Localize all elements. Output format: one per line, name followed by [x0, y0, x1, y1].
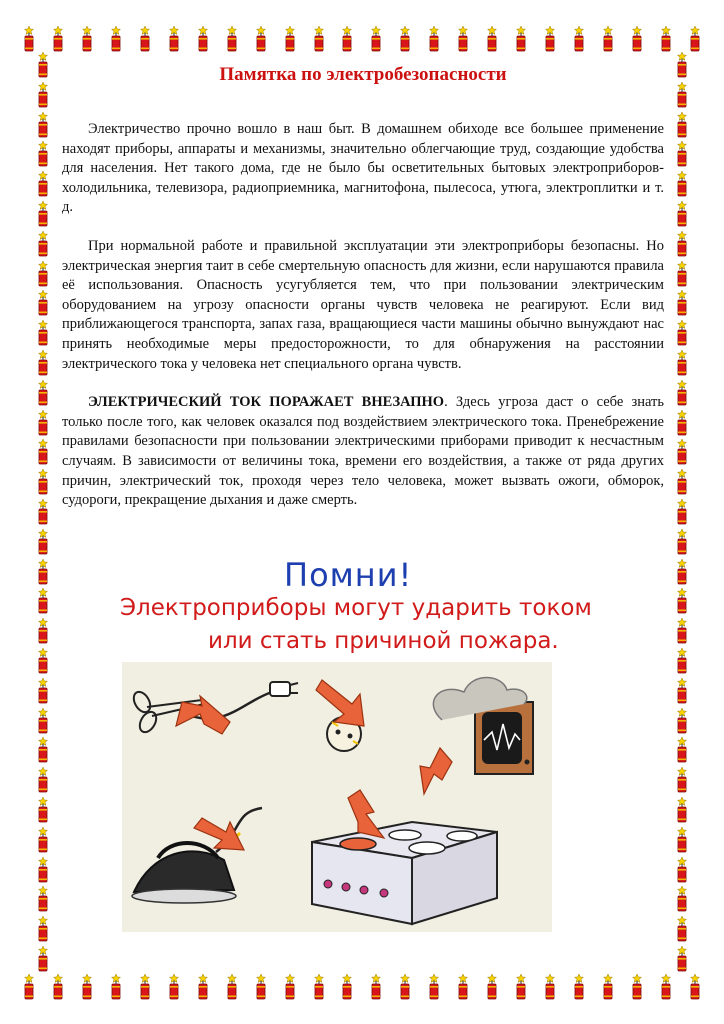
firecracker-icon [36, 290, 50, 316]
firecracker-icon [675, 946, 689, 972]
firecracker-icon [427, 974, 441, 1000]
firecracker-icon [675, 52, 689, 78]
firecracker-icon [36, 410, 50, 436]
firecracker-icon [283, 974, 297, 1000]
firecracker-icon [675, 916, 689, 942]
firecracker-icon [543, 26, 557, 52]
firecracker-icon [675, 559, 689, 585]
document-body [62, 62, 664, 530]
firecracker-icon [254, 974, 268, 1000]
firecracker-icon [138, 974, 152, 1000]
firecracker-icon [36, 261, 50, 287]
firecracker-icon [225, 974, 239, 1000]
firecracker-icon [675, 797, 689, 823]
firecracker-icon [109, 974, 123, 1000]
firecracker-icon [688, 974, 702, 1000]
firecracker-icon [167, 26, 181, 52]
document-title: Памятка по электробезопасности [219, 64, 507, 85]
firecracker-icon [675, 171, 689, 197]
firecracker-icon [36, 112, 50, 138]
firecracker-icon [36, 201, 50, 227]
warning-poster [106, 556, 640, 936]
firecracker-icon [485, 26, 499, 52]
appliances-illustration [122, 662, 552, 932]
firecracker-icon [196, 26, 210, 52]
firecracker-icon [36, 499, 50, 525]
firecracker-icon [36, 141, 50, 167]
firecracker-icon [427, 26, 441, 52]
firecracker-icon [675, 141, 689, 167]
firecracker-icon [80, 26, 94, 52]
firecracker-icon [36, 439, 50, 465]
firecracker-icon [572, 974, 586, 1000]
poster-line-2: или стать причиной пожара. [208, 628, 559, 654]
firecracker-icon [283, 26, 297, 52]
firecracker-icon [36, 678, 50, 704]
firecracker-icon [675, 112, 689, 138]
firecracker-icon [675, 350, 689, 376]
firecracker-icon [36, 946, 50, 972]
firecracker-icon [514, 974, 528, 1000]
firecracker-icon [398, 26, 412, 52]
firecracker-icon [675, 827, 689, 853]
firecracker-icon [675, 290, 689, 316]
firecracker-icon [36, 648, 50, 674]
firecracker-icon [514, 26, 528, 52]
firecracker-icon [675, 618, 689, 644]
firecracker-icon [369, 26, 383, 52]
firecracker-icon [675, 410, 689, 436]
paragraph-3-rest: . Здесь угроза даст о себе знать только после того, как человек оказался под воздействием электрического тока. Пренебрежение правилами безопасности при пользовании электрическими приборами приводит к несчастным случаям. В зависимости от величины тока, времени его воздействия, а также от ряда других причин, электрический ток, проходя через тело человека, может вызвать ожоги, обморок, судороги, прекращение дыхания и даже смерть. [62, 394, 664, 509]
firecracker-icon [312, 26, 326, 52]
firecracker-icon [675, 201, 689, 227]
firecracker-icon [109, 26, 123, 52]
firecracker-icon [36, 350, 50, 376]
firecracker-icon [196, 974, 210, 1000]
firecracker-icon [675, 82, 689, 108]
firecracker-icon [688, 26, 702, 52]
firecracker-icon [36, 529, 50, 555]
firecracker-icon [167, 974, 181, 1000]
firecracker-icon [456, 26, 470, 52]
firecracker-icon [80, 974, 94, 1000]
firecracker-icon [543, 974, 557, 1000]
firecracker-icon [675, 588, 689, 614]
poster-line-1: Электроприборы могут ударить током [120, 595, 592, 621]
firecracker-icon [36, 588, 50, 614]
firecracker-icon [398, 974, 412, 1000]
firecracker-icon [36, 559, 50, 585]
firecracker-icon [36, 737, 50, 763]
firecracker-icon [369, 974, 383, 1000]
paragraph-2: При нормальной работе и правильной эксплуатации эти электроприборы безопасны. Но электрическая энергия таит в себе смертельную опасность для жизни, если нарушаются правила её использования. Опасность усугубляется тем, что при пользовании электрическим оборудованием на угрозу опасности органы чувств человека не реагируют. Если вид приближающегося транспорта, запах газа, вращающиеся части машины обычно вынуждают нас принять необходимые меры предосторожности, то для обнаружения на расстоянии электрического тока у человека нет специального органа чувств. [62, 237, 664, 372]
tv-icon [475, 702, 533, 774]
firecracker-icon [36, 827, 50, 853]
firecracker-icon [659, 26, 673, 52]
firecracker-icon [36, 52, 50, 78]
firecracker-icon [675, 261, 689, 287]
firecracker-icon [630, 26, 644, 52]
firecracker-icon [36, 797, 50, 823]
firecracker-icon [312, 974, 326, 1000]
firecracker-icon [675, 857, 689, 883]
top-border [0, 26, 724, 56]
firecracker-icon [36, 857, 50, 883]
firecracker-icon [675, 499, 689, 525]
firecracker-icon [36, 618, 50, 644]
firecracker-icon [138, 26, 152, 52]
firecracker-icon [630, 974, 644, 1000]
firecracker-icon [36, 767, 50, 793]
firecracker-icon [601, 974, 615, 1000]
firecracker-icon [225, 26, 239, 52]
poster-heading: Помни! [284, 556, 413, 594]
firecracker-icon [675, 678, 689, 704]
firecracker-icon [36, 320, 50, 346]
firecracker-icon [485, 974, 499, 1000]
paragraph-3-lead: ЭЛЕКТРИЧЕСКИЙ ТОК ПОРАЖАЕТ ВНЕЗАПНО [88, 394, 445, 411]
firecracker-icon [36, 469, 50, 495]
firecracker-icon [675, 320, 689, 346]
firecracker-icon [675, 469, 689, 495]
paragraph-3 [62, 393, 664, 511]
firecracker-icon [340, 26, 354, 52]
firecracker-icon [675, 708, 689, 734]
firecracker-icon [675, 648, 689, 674]
firecracker-icon [254, 26, 268, 52]
firecracker-icon [675, 737, 689, 763]
firecracker-icon [22, 26, 36, 52]
firecracker-icon [675, 886, 689, 912]
firecracker-icon [22, 974, 36, 1000]
firecracker-icon [456, 974, 470, 1000]
firecracker-icon [675, 380, 689, 406]
firecracker-icon [675, 529, 689, 555]
firecracker-icon [36, 82, 50, 108]
right-border [667, 52, 697, 972]
firecracker-icon [51, 26, 65, 52]
firecracker-icon [36, 886, 50, 912]
firecracker-icon [601, 26, 615, 52]
firecracker-icon [340, 974, 354, 1000]
firecracker-icon [675, 767, 689, 793]
bottom-border [0, 974, 724, 1004]
firecracker-icon [36, 380, 50, 406]
left-border [28, 52, 58, 972]
firecracker-icon [675, 439, 689, 465]
firecracker-icon [36, 171, 50, 197]
firecracker-icon [572, 26, 586, 52]
firecracker-icon [659, 974, 673, 1000]
firecracker-icon [36, 231, 50, 257]
firecracker-icon [675, 231, 689, 257]
firecracker-icon [36, 708, 50, 734]
firecracker-icon [36, 916, 50, 942]
firecracker-icon [51, 974, 65, 1000]
paragraph-1: Электричество прочно вошло в наш быт. В домашнем обиходе все большее применение находят приборы, аппараты и механизмы, значительно облегчающие труд, создающие удобства для населения. Нет такого дома, где не было бы осветительных бытовых электроприборов- холодильника, телевизора, радиоприемника, магнитофона, пылесоса, утюга, электроплитки и т. д. [62, 121, 664, 216]
